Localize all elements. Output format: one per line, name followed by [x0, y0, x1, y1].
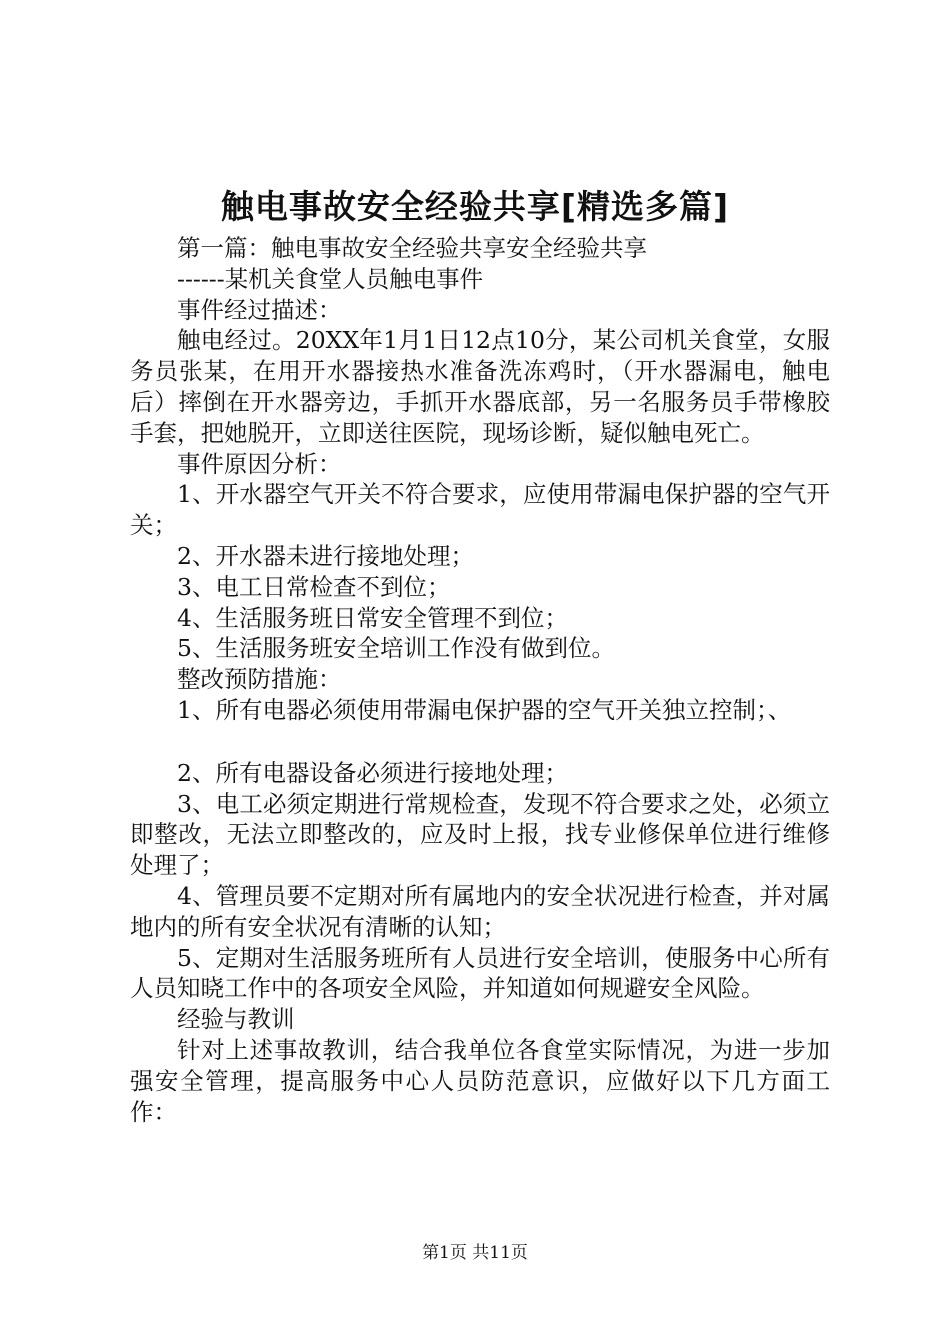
paragraph-measure-3: 3、电工必须定期进行常规检查，发现不符合要求之处，必须立即整改，无法立即整改的，应及时上报，找专业修保单位进行维修处理了； — [130, 789, 830, 880]
paragraph-section-heading-incident: 事件经过描述： — [177, 295, 342, 324]
paragraph-cause-3: 3、电工日常检查不到位； — [177, 572, 451, 601]
paragraph-section-heading-measures: 整改预防措施： — [177, 665, 342, 694]
document-title: 触电事故安全经验共享[精选多篇] — [220, 187, 730, 226]
paragraph-measure-2: 2、所有电器设备必须进行接地处理； — [177, 758, 568, 787]
paragraph-section-heading-lessons: 经验与教训 — [177, 1005, 295, 1034]
paragraph-part-heading: 第一篇：触电事故安全经验共享安全经验共享 — [177, 234, 647, 262]
paragraph-cause-1: 1、开水器空气开关不符合要求，应使用带漏电保护器的空气开关； — [130, 480, 830, 540]
paragraph-incident-description: 触电经过。20XX年1月1日12点10分，某公司机关食堂，女服务员张某，在用开水器接热水准备洗冻鸡时，（开水器漏电，触电后）摔倒在开水器旁边，手抓开水器底部，另一名服务员手带橡胶手套，把她脱开，立即送往医院，现场诊断，疑似触电死亡。 — [130, 326, 830, 447]
paragraph-measure-1: 1、所有电器必须使用带漏电保护器的空气开关独立控制；、 — [177, 695, 792, 724]
document-body — [130, 233, 830, 1127]
paragraph-lessons-intro: 针对上述事故教训，结合我单位各食堂实际情况，为进一步加强安全管理，提高服务中心人员防范意识，应做好以下几方面工作： — [130, 1035, 830, 1126]
paragraph-measure-4: 4、管理员要不定期对所有属地内的安全状况进行检查，并对属地内的所有安全状况有清晰的认知； — [130, 881, 830, 941]
paragraph-measure-5: 5、定期对生活服务班所有人员进行安全培训，使服务中心所有人员知晓工作中的各项安全风险，并知道如何规避安全风险。 — [130, 943, 830, 1003]
paragraph-section-heading-causes: 事件原因分析： — [177, 449, 342, 478]
paragraph-cause-5: 5、生活服务班安全培训工作没有做到位。 — [177, 634, 615, 663]
paragraph-subtitle: ------某机关食堂人员触电事件 — [177, 264, 484, 293]
paragraph-cause-4: 4、生活服务班日常安全管理不到位； — [177, 603, 568, 632]
paragraph-cause-2: 2、开水器未进行接地处理； — [177, 541, 474, 570]
page-number-footer: 第1页 共11页 — [422, 1243, 528, 1263]
